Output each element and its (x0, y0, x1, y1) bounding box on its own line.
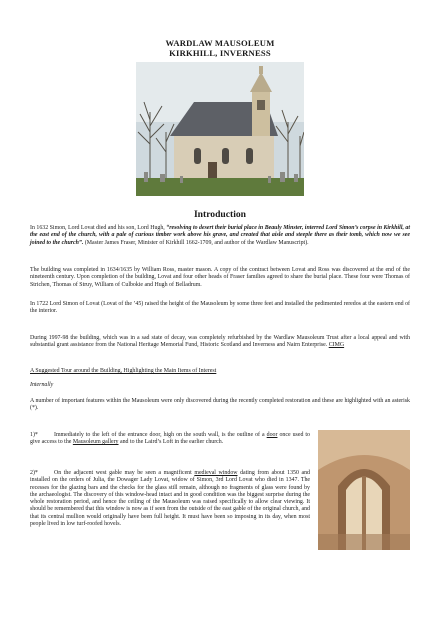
item-text: once used to give access to the (30, 432, 311, 446)
tour-heading: A Suggested Tour around the Building, Highlighting the Main Items of Interest (30, 368, 217, 374)
intro-quote: “resolving to desert their burial place in Beauly Minster, interred Lord Simon’s corpse in Kirkhill, at the east end of the church, with a pale of curious timber work above his grave, and created that aisle and steeple there as their tomb, which now we see joined to the church”. (30, 225, 410, 246)
medieval-window-link[interactable]: medieval window (194, 470, 238, 476)
gallery-link[interactable]: Mausoleum gallery (72, 439, 119, 446)
item-text: and to the Laird’s Loft in the earlier church. (118, 439, 224, 446)
internally-subheading: Internally (30, 382, 54, 388)
item-number: 2)* (30, 470, 38, 476)
features-paragraph: A number of important features within the Mausoleum were only discovered during the recently completed restoration and these are highlighted with an asterisk (*). (30, 398, 410, 412)
intro-citation: (Master James Fraser, Minister of Kirkhill 1662-1709, and author of the Wardlaw Manuscript). (83, 239, 309, 246)
document-subtitle: KIRKHILL, INVERNESS (169, 48, 271, 58)
document-title: WARDLAW MAUSOLEUM (165, 38, 275, 48)
item-text: On the adjacent west gable may be seen a magnificent (54, 470, 195, 476)
door-link[interactable]: door (266, 432, 278, 438)
list-item (30, 470, 310, 528)
intro-text: In 1632 Simon, Lord Lovat died and his son, Lord Hugh, (30, 225, 167, 231)
list-item (30, 432, 310, 447)
window-photo (318, 430, 410, 550)
item-text: dating from about 1350 and installed on the orders of Julia, the Dowager Lady Lovat, widow of Simon, 3rd Lord Lovat who died in 1347. The recesses for the glazing bars and the checks for the glass still remain, although no fragments of glass were found by the archaeologist. The discovery of this window-head intact and in good condition was the biggest surprise during the whole restoration period, and hence the ceiling of the Mausoleum was raised specifically to allow clear viewing. It should be remembered that this window is now as if seen from the outside of the east gable of the original church, and that its central mullion would originally have been full height. It must have been so imposing in its day, when most people lived in low turf-roofed hovels. (30, 470, 310, 528)
restoration-text: During 1997-98 the building, which was in a sad state of decay, was completely refurbished by the Wardlaw Mausoleum Trust after a local appeal and with substantial grant assistance from the National Heritage Memorial Fund, Historic Scotland and Inverness and Nairn Enterprise. (30, 335, 410, 349)
lovat-paragraph: In 1722 Lord Simon of Lovat (Lovat of the ’45) raised the height of the Mausoleum by some three feet and installed the pedimented reredos at the eastern end of the interior. (30, 301, 410, 315)
cimg-link[interactable]: CIMG (328, 342, 345, 349)
item-number: 1)* (30, 432, 38, 438)
church-photo (136, 62, 304, 196)
section-heading-introduction: Introduction (193, 209, 247, 220)
intro-paragraph (30, 225, 410, 247)
construction-paragraph: The building was completed in 1634/1635 by William Ross, master mason. A copy of the contract between Lovat and Ross was discovered at the end of the nineteenth century. Upon completion of the building, Lovat and four other heads of Fraser families agreed to share the burial place. These four were Thomas of Strichen, Thomas of Struy, William of Culbokie and Hugh of Belladrum. (30, 267, 410, 288)
item-text: Immediately to the left of the entrance door, high on the south wall, is the outline of a (54, 432, 267, 438)
restoration-paragraph (30, 335, 410, 350)
